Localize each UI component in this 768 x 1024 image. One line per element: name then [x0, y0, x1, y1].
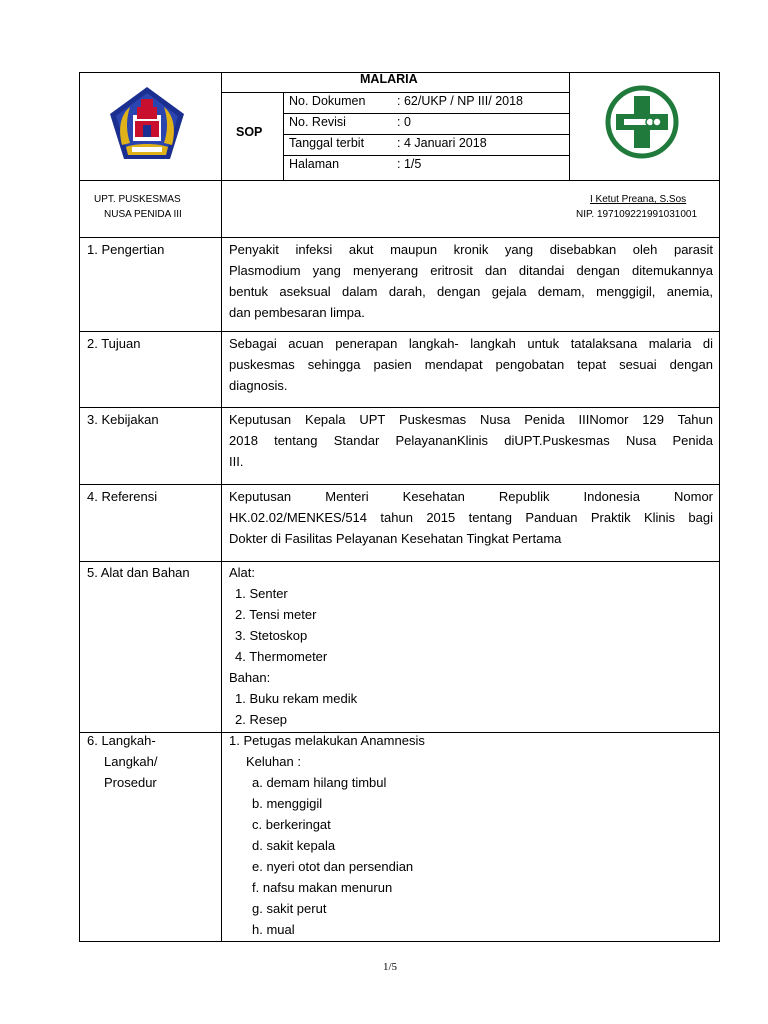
- tujuan-line: diagnosis.: [229, 378, 288, 393]
- pengertian-line: Plasmodium yang menyerang eritrosit dan ditandai dengan ditemukannya: [229, 263, 713, 278]
- puskesmas-logo: [604, 84, 680, 160]
- section-label-referensi: 4. Referensi: [87, 489, 158, 504]
- keluhan-item: f. nafsu makan menurun: [252, 880, 393, 895]
- keluhan-heading: Keluhan :: [246, 754, 301, 769]
- prosedur-step: 1. Petugas melakukan Anamnesis: [229, 733, 425, 748]
- keluhan-item: h. mual: [252, 922, 295, 937]
- pengertian-line: dan pembesaran limpa.: [229, 305, 365, 320]
- section-divider: [79, 407, 720, 408]
- section-label-prosedur: Langkah/: [104, 754, 158, 769]
- field-label-no-revisi: No. Revisi: [289, 115, 346, 129]
- kebijakan-line: Keputusan Kepala UPT Puskesmas Nusa Penida IIINomor 129 Tahun: [229, 412, 713, 427]
- bahan-item: 2. Resep: [235, 712, 288, 727]
- field-value-no-dokumen: : 62/UKP / NP III/ 2018: [397, 94, 524, 108]
- bahan-item: 1. Buku rekam medik: [235, 691, 358, 706]
- section-label-tujuan: 2. Tujuan: [87, 336, 141, 351]
- keluhan-item: d. sakit kepala: [252, 838, 336, 853]
- section-divider: [79, 331, 720, 332]
- signer-name: I Ketut Preana, S.Sos: [590, 194, 687, 205]
- field-row-divider: [283, 155, 569, 156]
- keluhan-item: g. sakit perut: [252, 901, 327, 916]
- pengertian-line: bentuk aseksual dalam darah, dengan gejala demam, menggigil, anemia,: [229, 284, 713, 299]
- field-row-divider: [283, 113, 569, 114]
- field-value-halaman: : 1/5: [397, 157, 422, 171]
- keluhan-item: a. demam hilang timbul: [252, 775, 387, 790]
- field-value-no-revisi: : 0: [397, 115, 411, 129]
- org-row-bottom-line: [79, 237, 720, 238]
- header-bottom-line: [79, 180, 720, 181]
- klungkung-regency-emblem: [108, 85, 186, 163]
- tujuan-line: puskesmas sehingga pasien mendapat pengobatan tepat sesuai dengan: [229, 357, 713, 372]
- alat-heading: Alat:: [229, 565, 256, 580]
- org-name-line1: UPT. PUSKESMAS: [94, 194, 181, 205]
- org-name-line2: NUSA PENIDA III: [104, 209, 182, 220]
- alat-item: 4. Thermometer: [235, 649, 328, 664]
- alat-item: 3. Stetoskop: [235, 628, 308, 643]
- referensi-line: Dokter di Fasilitas Pelayanan Kesehatan Tingkat Pertama: [229, 531, 562, 546]
- keluhan-item: e. nyeri otot dan persendian: [252, 859, 414, 874]
- keluhan-item: c. berkeringat: [252, 817, 331, 832]
- field-label-tanggal-terbit: Tanggal terbit: [289, 136, 365, 150]
- title-row-divider: [221, 92, 569, 93]
- section-label-prosedur: 6. Langkah-: [87, 733, 156, 748]
- kebijakan-line: 2018 tentang Standar PelayananKlinis diUPT.Puskesmas Nusa Penida: [229, 433, 713, 448]
- section-label-pengertian: 1. Pengertian: [87, 242, 165, 257]
- signer-nip: NIP. 197109221991031001: [576, 209, 698, 220]
- referensi-line: HK.02.02/MENKES/514 tahun 2015 tentang Panduan Praktik Klinis bagi: [229, 510, 713, 525]
- field-row-divider: [283, 134, 569, 135]
- pengertian-line: Penyakit infeksi akut maupun kronik yang disebabkan oleh parasit: [229, 242, 713, 257]
- sop-label: SOP: [236, 125, 263, 139]
- keluhan-item: b. menggigil: [252, 796, 323, 811]
- right-header-divider: [569, 72, 570, 180]
- label-column-divider: [221, 72, 222, 942]
- section-divider: [79, 484, 720, 485]
- section-label-kebijakan: 3. Kebijakan: [87, 412, 159, 427]
- kebijakan-line: III.: [229, 454, 244, 469]
- bahan-heading: Bahan:: [229, 670, 271, 685]
- alat-item: 1. Senter: [235, 586, 288, 601]
- referensi-line: Keputusan Menteri Kesehatan Republik Indonesia Nomor: [229, 489, 713, 504]
- tujuan-line: Sebagai acuan penerapan langkah- langkah untuk tatalaksana malaria di: [229, 336, 713, 351]
- field-label-halaman: Halaman: [289, 157, 340, 171]
- section-label-prosedur: Prosedur: [104, 775, 157, 790]
- document-title: MALARIA: [360, 72, 418, 86]
- page-number: 1/5: [383, 961, 398, 973]
- field-label-no-dokumen: No. Dokumen: [289, 94, 366, 108]
- field-value-tanggal-terbit: : 4 Januari 2018: [397, 136, 487, 150]
- section-label-alat-bahan: 5. Alat dan Bahan: [87, 565, 190, 580]
- alat-item: 2. Tensi meter: [235, 607, 317, 622]
- sop-cell-divider: [283, 92, 284, 180]
